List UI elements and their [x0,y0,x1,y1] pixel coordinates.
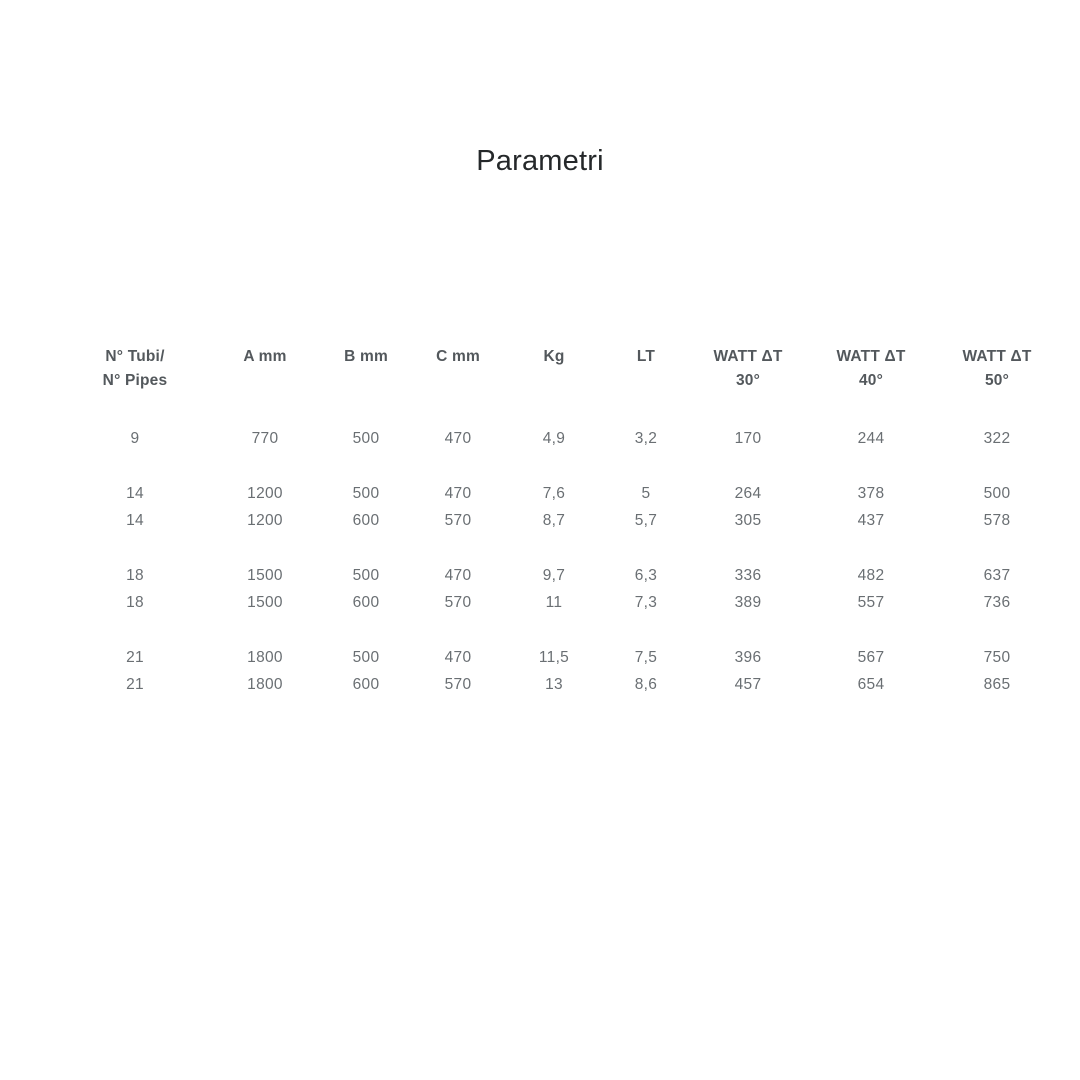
table-spacer-row [60,452,1060,480]
cell-pipes: 14 [126,511,144,529]
cell-a-mm: 1200 [247,511,283,529]
column-header-pipes-line1: N° Tubi/ [105,348,165,365]
parameters-table [60,345,1060,698]
column-header-b-mm [320,345,412,397]
column-header-pipes-line2: N° Pipes [102,372,168,390]
cell-watt-50: 865 [983,675,1011,693]
column-header-b-mm-line1: B mm [344,348,388,365]
column-header-c-mm-line1: C mm [436,348,480,365]
column-header-lt [604,345,688,397]
cell-pipes: 18 [126,566,144,584]
table-spacer-row [60,397,1060,425]
column-header-pipes [60,345,210,397]
cell-watt-30: 336 [734,566,762,584]
table-spacer-row [60,616,1060,644]
cell-watt-50: 736 [983,593,1011,611]
cell-c-mm: 570 [444,511,472,529]
cell-a-mm: 1200 [247,484,283,502]
column-header-watt-dt-40-line2: 40° [858,372,884,390]
cell-watt-50: 322 [983,429,1011,447]
cell-watt-30: 396 [734,648,762,666]
column-header-watt-dt-40-line1: WATT ΔT [836,348,906,365]
table-row [60,644,1060,671]
table-header-row [60,345,1060,397]
cell-pipes: 14 [126,484,144,502]
cell-b-mm: 600 [352,675,380,693]
cell-lt: 6,3 [634,566,658,584]
cell-lt: 5,7 [634,511,658,529]
cell-kg: 11 [545,593,563,611]
cell-lt: 3,2 [634,429,658,447]
cell-a-mm: 1800 [247,648,283,666]
column-header-kg-line1: Kg [543,348,565,365]
column-header-watt-dt-30-line2: 30° [735,372,761,390]
cell-watt-30: 389 [734,593,762,611]
column-header-watt-dt-50-line1: WATT ΔT [962,348,1032,365]
cell-kg: 13 [545,675,563,693]
table-row [60,480,1060,507]
cell-watt-30: 305 [734,511,762,529]
cell-kg: 4,9 [542,429,566,447]
cell-watt-50: 500 [983,484,1011,502]
cell-watt-50: 637 [983,566,1011,584]
column-header-kg [504,345,604,397]
table-spacer-row [60,534,1060,562]
column-header-lt-line1: LT [636,348,656,365]
table-row [60,671,1060,698]
cell-watt-50: 750 [983,648,1011,666]
cell-b-mm: 600 [352,511,380,529]
cell-c-mm: 470 [444,484,472,502]
column-header-watt-dt-40 [808,345,934,397]
cell-b-mm: 600 [352,593,380,611]
cell-c-mm: 470 [444,566,472,584]
column-header-a-mm-line1: A mm [243,348,287,365]
cell-watt-50: 578 [983,511,1011,529]
cell-watt-40: 378 [857,484,885,502]
cell-watt-40: 437 [857,511,885,529]
cell-pipes: 21 [126,675,144,693]
cell-pipes: 21 [126,648,144,666]
cell-kg: 8,7 [542,511,566,529]
cell-watt-40: 654 [857,675,885,693]
cell-lt: 5 [641,484,651,502]
cell-b-mm: 500 [352,566,380,584]
cell-c-mm: 570 [444,675,472,693]
table-row [60,507,1060,534]
cell-watt-40: 482 [857,566,885,584]
cell-watt-30: 264 [734,484,762,502]
table-body [60,397,1060,698]
page-title: Parametri [476,145,604,177]
cell-kg: 11,5 [538,648,570,666]
cell-c-mm: 570 [444,593,472,611]
cell-c-mm: 470 [444,429,472,447]
cell-lt: 7,3 [634,593,658,611]
cell-watt-30: 457 [734,675,762,693]
cell-watt-30: 170 [734,429,762,447]
column-header-watt-dt-30 [688,345,808,397]
cell-watt-40: 557 [857,593,885,611]
cell-a-mm: 1500 [247,593,283,611]
table-row [60,562,1060,589]
table-header [60,345,1060,397]
cell-b-mm: 500 [352,484,380,502]
cell-watt-40: 567 [857,648,885,666]
table-row [60,589,1060,616]
column-header-watt-dt-50 [934,345,1060,397]
cell-kg: 9,7 [542,566,566,584]
cell-pipes: 9 [130,429,140,447]
cell-a-mm: 1500 [247,566,283,584]
cell-lt: 8,6 [634,675,658,693]
cell-watt-40: 244 [857,429,885,447]
column-header-watt-dt-50-line2: 50° [984,372,1010,390]
column-header-a-mm [210,345,320,397]
parameters-table-container [60,345,1032,698]
cell-pipes: 18 [126,593,144,611]
cell-kg: 7,6 [542,484,566,502]
cell-c-mm: 470 [444,648,472,666]
column-header-watt-dt-30-line1: WATT ΔT [713,348,783,365]
cell-b-mm: 500 [352,429,380,447]
cell-a-mm: 770 [251,429,279,447]
cell-b-mm: 500 [352,648,380,666]
cell-lt: 7,5 [634,648,658,666]
cell-a-mm: 1800 [247,675,283,693]
column-header-c-mm [412,345,504,397]
table-row [60,425,1060,452]
